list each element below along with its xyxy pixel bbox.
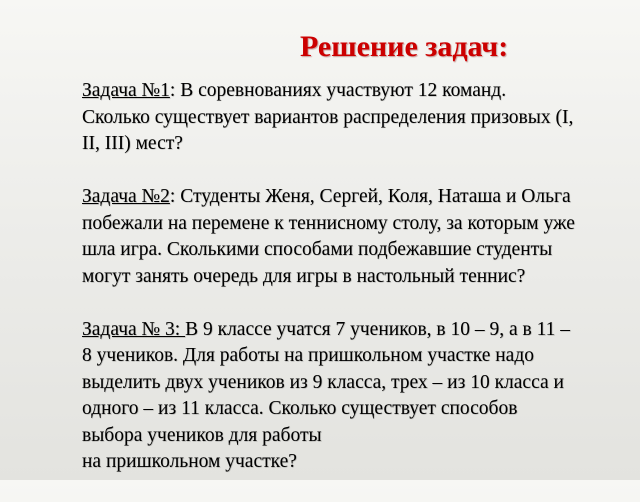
task-2-text-2: побежали на перемене к теннисному столу, за которым уже [82, 212, 575, 234]
task-3-text-6: на пришкольном участке? [82, 451, 297, 472]
task-3-text-5: выбора учеников для работы [82, 424, 322, 446]
task-2-line-1 [82, 184, 630, 211]
task-2-text-1: : Студенты Женя, Сергей, Коля, Наташа и Ольга [169, 186, 571, 207]
task-1-text-2: Сколько существует вариантов распределения призовых (I, [82, 106, 574, 128]
task-3-text-2: 8 учеников. Для работы на пришкольном участке надо [82, 345, 534, 366]
task-1 [82, 78, 630, 158]
task-1-text-1: : В соревнованиях участвуют 12 команд. [169, 80, 507, 101]
task-3-text-3: выделить двух учеников из 9 класса, трех – из 10 класса и [82, 371, 564, 393]
task-1-line-1 [82, 78, 630, 105]
task-3 [82, 317, 630, 476]
task-2-text-4: могут занять очередь для игры в настольный теннис? [82, 265, 526, 287]
task-3-text-1: В 9 классе учатся 7 учеников, в 10 – 9, а в 11 – [185, 318, 570, 340]
task-3-text-4: одного – из 11 класса. Сколько существует способов [82, 398, 518, 419]
task-3-label: Задача № 3: [82, 318, 186, 340]
slide-title: Решение задач: [300, 30, 509, 63]
task-2-label: Задача №2 [82, 186, 170, 207]
task-1-text-3: II, III) мест? [82, 133, 183, 154]
task-2-text-3: шла игра. Сколькими способами подбежавшие студенты [82, 239, 553, 260]
task-2 [82, 184, 630, 290]
task-1-label: Задача №1 [82, 80, 170, 101]
task-3-line-1 [82, 317, 630, 344]
slide-content [82, 78, 630, 502]
